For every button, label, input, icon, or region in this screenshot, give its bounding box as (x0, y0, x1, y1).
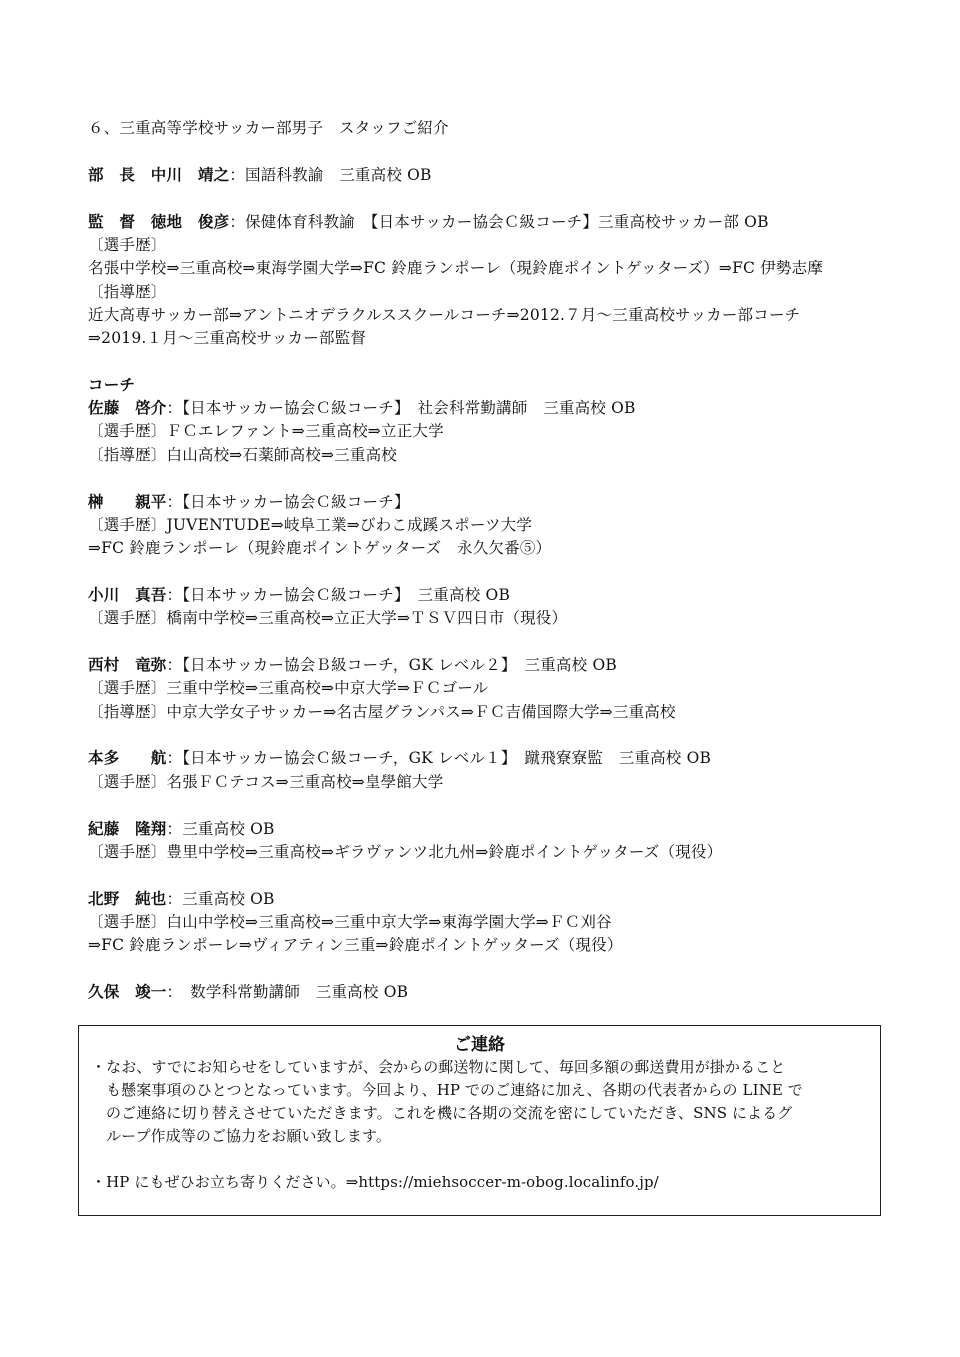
history-line: ⇒FC 鈴鹿ランポーレ⇒ヴィアティン三重⇒鈴鹿ポイントゲッターズ（現役） (88, 936, 623, 954)
staff-name: 本多 航 (88, 749, 167, 767)
staff-honda (88, 748, 711, 768)
staff-name: 西村 竜弥 (88, 656, 167, 674)
history-line: 〔選手歴〕豊里中学校⇒三重高校⇒ギラヴァンツ北九州⇒鈴鹿ポイントゲッターズ（現役） (88, 843, 723, 861)
staff-desc: ：【日本サッカー協会Ｃ級コーチ】 社会科常勤講師 三重高校 OB (166, 399, 636, 417)
staff-name: 監 督 徳地 俊彦 (88, 213, 230, 231)
history-line: 名張中学校⇒三重高校⇒東海学園大学⇒FC 鈴鹿ランポーレ（現鈴鹿ポイントゲッターズ）⇒FC 伊勢志摩 (88, 259, 824, 277)
staff-desc: ：【日本サッカー協会Ｃ級コーチ，GK レベル１】 蹴飛寮寮監 三重高校 OB (166, 749, 712, 767)
notice-link-line: ・HP にもぜひお立ち寄りください。⇒https://miehsoccer-m-obog.localinfo.jp/ (91, 1173, 659, 1191)
staff-desc: ：三重高校 OB (166, 820, 275, 838)
history-line: ⇒FC 鈴鹿ランポーレ（現鈴鹿ポイントゲッターズ 永久欠番⑤） (88, 539, 552, 557)
staff-name: 佐藤 啓介 (88, 399, 167, 417)
history-label: 〔指導歴〕 (88, 283, 167, 301)
section-heading: ６、三重高等学校サッカー部男子 スタッフご紹介 (88, 119, 449, 137)
staff-name: 紀藤 隆翔 (88, 820, 167, 838)
history-line: 〔選手歴〕ＦＣエレファント⇒三重高校⇒立正大学 (88, 422, 444, 440)
staff-sakaki (88, 492, 410, 512)
staff-desc: ：【日本サッカー協会Ｂ級コーチ，GK レベル２】 三重高校 OB (166, 656, 617, 674)
staff-desc: ： 数学科常勤講師 三重高校 OB (166, 983, 409, 1001)
staff-name: 久保 竣一 (88, 983, 167, 1001)
staff-kitano (88, 889, 275, 909)
staff-sato (88, 398, 636, 418)
notice-box (78, 1025, 881, 1216)
history-line: 〔選手歴〕白山中学校⇒三重高校⇒三重中京大学⇒東海学園大学⇒ＦＣ刈谷 (88, 913, 612, 931)
staff-kito (88, 819, 275, 839)
history-line: 〔選手歴〕JUVENTUDE⇒岐阜工業⇒びわこ成蹊スポーツ大学 (88, 516, 533, 534)
staff-name: 榊 親平 (88, 493, 167, 511)
staff-desc: ：国語科教諭 三重高校 OB (229, 166, 432, 184)
notice-line: ループ作成等のご協力をお願い致します。 (106, 1127, 391, 1145)
staff-desc: ：保健体育科教諭 【日本サッカー協会Ｃ級コーチ】三重高校サッカー部 OB (229, 213, 769, 231)
notice-title: ご連絡 (454, 1035, 505, 1055)
history-line: 〔選手歴〕三重中学校⇒三重高校⇒中京大学⇒ＦＣゴール (88, 679, 489, 697)
staff-ogawa (88, 585, 510, 605)
staff-name: 北野 純也 (88, 890, 167, 908)
staff-nishimura (88, 655, 617, 675)
staff-bucho (88, 165, 432, 185)
staff-kubo (88, 982, 408, 1002)
history-line: 〔選手歴〕名張ＦＣテコス⇒三重高校⇒皇學館大学 (88, 773, 444, 791)
staff-desc: ：【日本サッカー協会Ｃ級コーチ】 (166, 493, 410, 511)
notice-line: のご連絡に切り替えさせていただきます。これを機に各期の交流を密にしていただき、SNS によるグ (106, 1104, 793, 1122)
coach-heading: コーチ (88, 376, 136, 394)
staff-name: 部 長 中川 靖之 (88, 166, 230, 184)
history-line: 近大高専サッカー部⇒アントニオデラクルススクールコーチ⇒2012.７月～三重高校サッカー部コーチ (88, 306, 801, 324)
history-line: 〔選手歴〕橋南中学校⇒三重高校⇒立正大学⇒ＴＳＶ四日市（現役） (88, 609, 568, 627)
staff-name: 小川 真吾 (88, 586, 167, 604)
staff-kantoku (88, 212, 769, 232)
staff-desc: ：【日本サッカー協会Ｃ級コーチ】 三重高校 OB (166, 586, 511, 604)
history-line: 〔指導歴〕白山高校⇒石薬師高校⇒三重高校 (88, 446, 397, 464)
notice-line: ・なお、すでにお知らせをしていますが、会からの郵送物に関して、毎回多額の郵送費用が掛かること (91, 1058, 786, 1076)
history-label: 〔選手歴〕 (88, 236, 167, 254)
staff-desc: ：三重高校 OB (166, 890, 275, 908)
history-line: 〔指導歴〕中京大学女子サッカー⇒名古屋グランパス⇒ＦＣ吉備国際大学⇒三重高校 (88, 703, 676, 721)
history-line: ⇒2019.１月～三重高校サッカー部監督 (88, 329, 367, 347)
notice-line: も懸案事項のひとつとなっています。今回より、HP でのご連絡に加え、各期の代表者からの LINE で (106, 1081, 803, 1099)
